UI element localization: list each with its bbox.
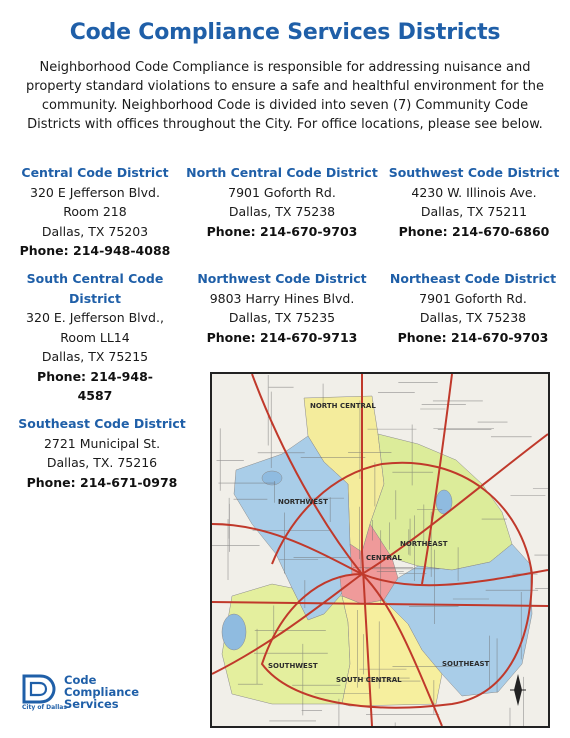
- district-name: Southwest Code District: [388, 165, 560, 180]
- map-label-southeast: SOUTHEAST: [442, 660, 490, 668]
- district-north-central: [186, 163, 378, 241]
- page-title: Code Compliance Services Districts: [69, 20, 501, 45]
- district-northeast: [380, 269, 566, 347]
- district-name: Central Code District: [21, 165, 169, 180]
- address-line: 2721 Municipal St.: [43, 435, 161, 451]
- logo-city-name: City of Dallas: [22, 704, 67, 711]
- district-phone: Phone: 214-948-4587: [37, 368, 153, 403]
- address-line: 320 E Jefferson Blvd.: [30, 184, 160, 200]
- address-line: 320 E. Jefferson Blvd.,: [26, 310, 164, 325]
- address-line: Dallas, TX 75215: [41, 349, 149, 364]
- district-phone: Phone: 214-671-0978: [26, 474, 178, 490]
- map-label-north-central: NORTH CENTRAL: [310, 402, 376, 410]
- address-line: Dallas, TX 75238: [228, 204, 336, 219]
- address-line: Dallas, TX. 75216: [46, 455, 158, 470]
- address-line: Dallas, TX 75203: [41, 223, 149, 239]
- district-name: Southeast Code District: [18, 416, 186, 431]
- intro-paragraph: Neighborhood Code Compliance is responsible for addressing nuisance and property standard violations to ensure a safe and healthful environment for the community. Neighborhood Code is divided into seven (7) Community Code Districts with offices throughout the City. For office locations, please see below.: [26, 60, 544, 132]
- mountain-creek-lake: [222, 614, 246, 650]
- logo-line: Code: [64, 673, 97, 687]
- address-line: 7901 Goforth Rd.: [419, 290, 527, 306]
- address-line: Dallas, TX 75238: [419, 310, 527, 325]
- city-of-dallas-logo: [22, 674, 152, 714]
- address-line: Dallas, TX 75235: [228, 310, 336, 325]
- district-phone: Phone: 214-670-9713: [206, 329, 358, 345]
- logo-line: Compliance: [64, 685, 140, 699]
- district-northwest: [190, 269, 374, 347]
- logo-wordmark: [64, 674, 139, 710]
- district-name: South Central Code District: [26, 271, 164, 306]
- map-label-northeast: NORTHEAST: [400, 540, 448, 548]
- district-central: [12, 163, 178, 261]
- address-line: Room 218: [63, 204, 127, 219]
- map-label-southwest: SOUTHWEST: [268, 662, 318, 670]
- map-label-northwest: NORTHWEST: [278, 498, 328, 506]
- district-name: Northeast Code District: [389, 271, 557, 286]
- map-label-south-central: SOUTH CENTRAL: [336, 676, 402, 684]
- map-label-central: CENTRAL: [366, 554, 402, 562]
- address-line: Dallas, TX 75211: [420, 204, 528, 219]
- district-phone: Phone: 214-670-9703: [206, 223, 358, 239]
- district-name: Northwest Code District: [197, 271, 367, 286]
- address-line: 4230 W. Illinois Ave.: [411, 184, 537, 200]
- address-line: 7901 Goforth Rd.: [228, 184, 336, 200]
- logo-line: Services: [64, 697, 119, 711]
- district-southeast: [14, 414, 190, 492]
- address-line: Room LL14: [60, 329, 130, 345]
- district-phone: Phone: 214-948-4088: [19, 243, 171, 258]
- dallas-d-icon: [22, 674, 56, 704]
- district-map: [210, 372, 550, 728]
- district-south-central: [22, 269, 168, 406]
- district-phone: Phone: 214-670-9703: [397, 329, 549, 345]
- district-southwest: [386, 163, 562, 241]
- district-phone: Phone: 214-670-6860: [398, 223, 550, 239]
- address-line: 9803 Harry Hines Blvd.: [209, 290, 355, 306]
- district-name: North Central Code District: [186, 165, 378, 180]
